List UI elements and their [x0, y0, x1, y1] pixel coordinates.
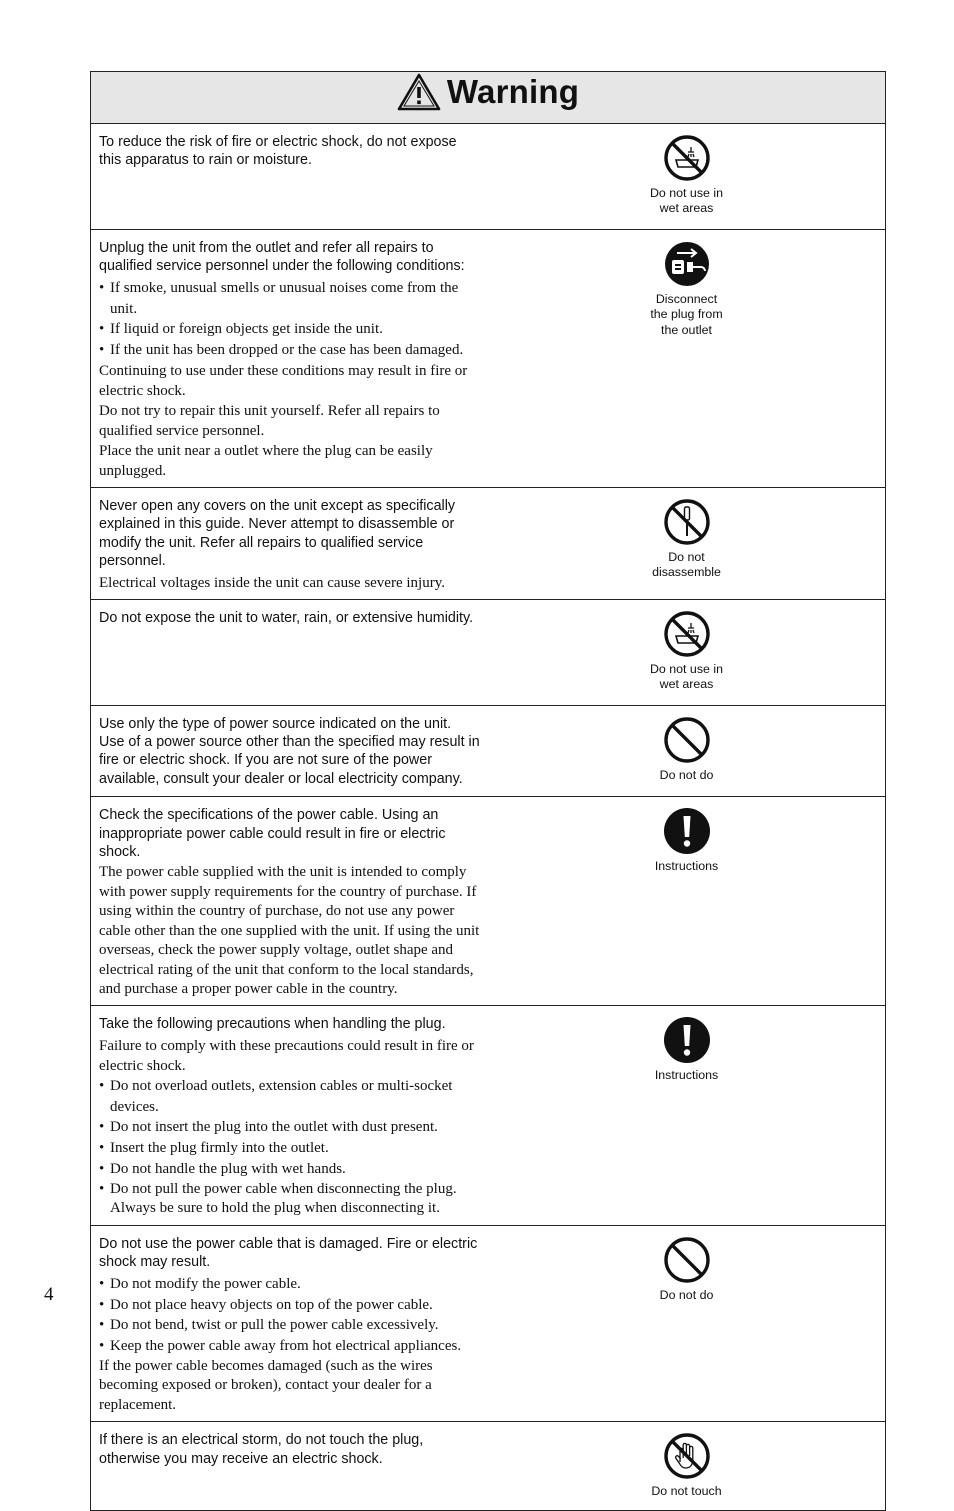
warning-text [91, 1225, 489, 1421]
symbol-cell [488, 599, 886, 705]
no-disassemble-icon [663, 498, 711, 546]
warning-row [91, 1006, 886, 1226]
warning-text [91, 705, 489, 797]
warning-lead: If there is an electrical storm, do not touch the plug, otherwise you may receive an electric shock. [99, 1432, 424, 1467]
warning-lead: Take the following precautions when handling the plug. [99, 1016, 446, 1033]
warning-bullet: • Do not bend, twist or pull the power cable excessively. [99, 1317, 439, 1334]
warning-bullet: • Do not modify the power cable. [99, 1275, 301, 1292]
symbol-caption: Do not use in wet areas [649, 661, 723, 692]
symbol-cell [488, 1225, 886, 1421]
warning-bullet: • If the unit has been dropped or the case has been damaged. [99, 342, 464, 359]
warning-lead: Do not expose the unit to water, rain, or extensive humidity. [99, 609, 474, 626]
warning-bullet: • If smoke, unusual smells or unusual noises come from the unit. [99, 279, 459, 317]
warning-bullet: • Do not handle the plug with wet hands. [99, 1160, 346, 1177]
warning-row [91, 797, 886, 1006]
warning-body: If the power cable becomes damaged (such as the wires becoming exposed or broken), contact your dealer for a replacement. [99, 1357, 433, 1413]
warning-lead: Use only the type of power source indicated on the unit. Use of a power source other than the specified may result in fire or electric shock. If you are not sure of the power available, consult your dealer or local electricity company. [99, 715, 480, 787]
exclamation-icon [663, 807, 711, 855]
symbol-caption: Do not use in wet areas [649, 186, 723, 216]
warning-text [91, 230, 489, 488]
symbol-cell [488, 124, 886, 230]
warning-lead: Unplug the unit from the outlet and refer all repairs to qualified service personnel under the following conditions: [99, 240, 465, 275]
warning-row [91, 599, 886, 705]
symbol-caption: Do not disassemble [652, 550, 721, 580]
warning-body: The power cable supplied with the unit is intended to comply with power supply requirements for the country of purchase. If using within the country of purchase, do not use any power cable other than the one supplied with the unit. If using the unit overseas, check the power supply voltage, outlet shape and electrical rating of the unit that conform to the local standards, and purchase a proper power cable in the country. [99, 864, 480, 997]
no-wet-areas-icon [663, 134, 711, 182]
warning-text [91, 1422, 489, 1511]
warning-lead: Do not use the power cable that is damaged. Fire or electric shock may result. [99, 1235, 478, 1271]
warning-bullet: • If liquid or foreign objects get inside the unit. [99, 321, 383, 338]
symbol-cell [488, 705, 886, 797]
warning-table [90, 71, 886, 1511]
warning-body: Electrical voltages inside the unit can cause severe injury. [99, 574, 445, 591]
warning-lead: Check the specifications of the power cable. Using an inappropriate power cable could result in fire or electric shock. [99, 807, 446, 861]
warning-lead: Never open any covers on the unit except as specifically explained in this guide. Never attempt to disassemble or modify the unit. Refer all repairs to qualified service personnel. [99, 498, 456, 570]
warning-text [91, 124, 489, 230]
warning-row [91, 1225, 886, 1421]
symbol-cell [488, 230, 886, 488]
symbol-cell [488, 797, 886, 1006]
warning-body: Continuing to use under these conditions may result in fire or electric shock. [99, 363, 468, 399]
disconnect-plug-icon [663, 240, 711, 288]
symbol-caption: Do not do [659, 767, 714, 782]
symbol-caption: Instructions [654, 1068, 719, 1083]
warning-row [91, 705, 886, 797]
warning-row [91, 1422, 886, 1511]
warning-bullet: • Insert the plug firmly into the outlet. [99, 1140, 329, 1157]
warning-triangle-icon [397, 73, 441, 111]
warning-bullet: • Do not place heavy objects on top of the power cable. [99, 1296, 433, 1313]
no-wet-areas-icon [663, 610, 711, 658]
symbol-caption: Disconnect the plug from the outlet [650, 292, 723, 337]
warning-text [91, 797, 489, 1006]
warning-body: Failure to comply with these precautions could result in fire or electric shock. [99, 1037, 474, 1074]
warning-row [91, 488, 886, 600]
warning-text [91, 599, 489, 705]
warning-bullet: • Do not overload outlets, extension cables or multi-socket devices. [99, 1077, 453, 1115]
warning-text [91, 1006, 489, 1226]
warning-body: Do not try to repair this unit yourself. Refer all repairs to qualified service personnel. [99, 403, 440, 439]
warning-row [91, 124, 886, 230]
symbol-caption: Do not do [659, 1287, 714, 1302]
symbol-caption: Instructions [654, 859, 719, 874]
no-touch-icon [663, 1432, 711, 1480]
warning-text [91, 488, 489, 600]
symbol-cell [488, 1006, 886, 1226]
warning-title: Warning [446, 73, 580, 110]
symbol-cell [488, 1422, 886, 1511]
warning-header [91, 72, 886, 124]
warning-bullet: • Keep the power cable away from hot electrical appliances. [99, 1338, 462, 1355]
symbol-caption: Do not touch [651, 1484, 722, 1499]
warning-bullet: • Do not insert the plug into the outlet with dust present. [99, 1119, 438, 1136]
page-number: 4 [44, 1284, 54, 1305]
warning-bullet: • Do not pull the power cable when disconnecting the plug. Always be sure to hold the plug when disconnecting it. [99, 1180, 457, 1217]
prohibition-icon [663, 1236, 711, 1284]
warning-body: Place the unit near a outlet where the plug can be easily unplugged. [99, 443, 433, 479]
exclamation-icon [663, 1016, 711, 1064]
warning-header-row [91, 72, 886, 124]
prohibition-icon [663, 716, 711, 764]
symbol-cell [488, 488, 886, 600]
warning-row [91, 230, 886, 488]
warning-lead: To reduce the risk of fire or electric shock, do not expose this apparatus to rain or moisture. [99, 134, 457, 169]
